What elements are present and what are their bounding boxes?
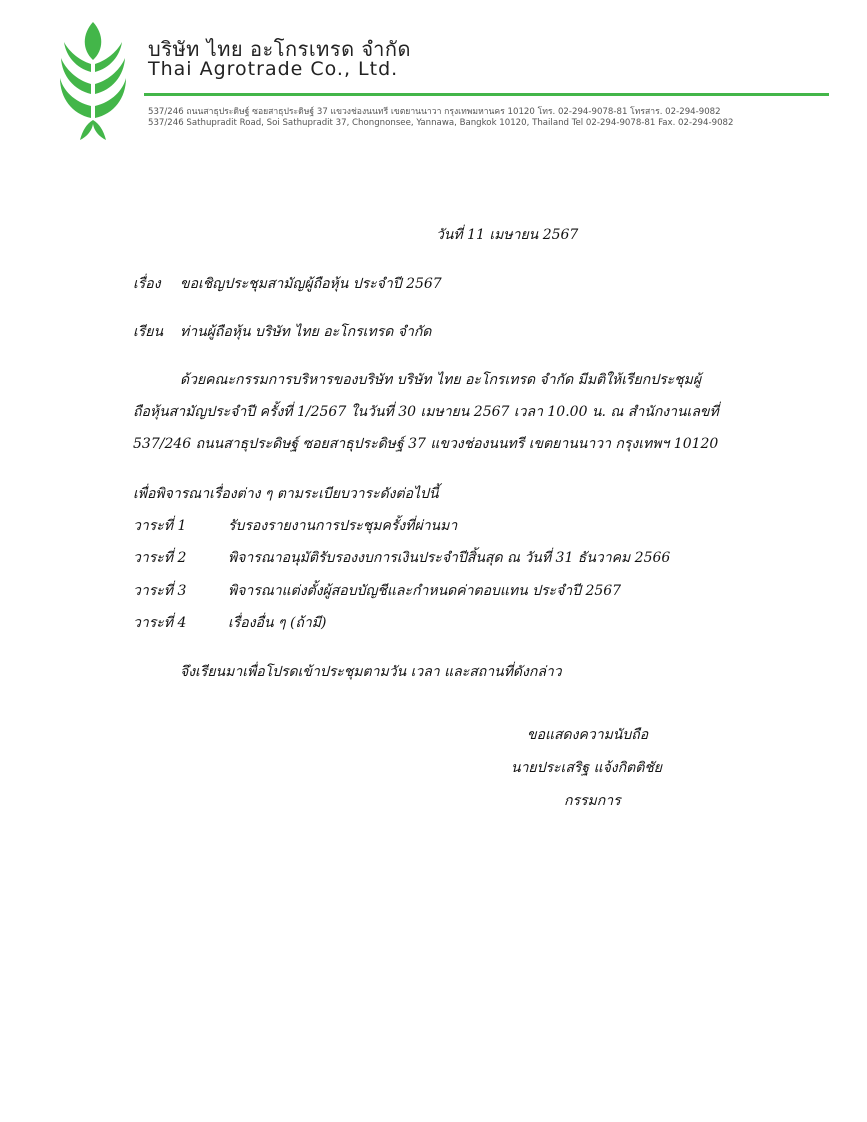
address-english: 537/246 Sathupradit Road, Soi Sathupradit 37, Chongnonsee, Yannawa, Bangkok 10120, Thailand Tel 02-294-9078-81 Fax. 02-294-9082 (148, 118, 734, 128)
header-divider (144, 93, 829, 96)
agenda-item-text: เรื่องอื่น ๆ (ถ้ามี) (228, 615, 327, 631)
agenda-number: วาระที่ 1 (133, 518, 187, 534)
agenda-intro: เพื่อพิจารณาเรื่องต่าง ๆ ตามระเบียบวาระดังต่อไปนี้ (133, 486, 439, 502)
subject-text: ขอเชิญประชุมสามัญผู้ถือหุ้น ประจำปี 2567 (180, 276, 442, 292)
agenda-item-text: พิจารณาแต่งตั้งผู้สอบบัญชีและกำหนดค่าตอบแทน ประจำปี 2567 (228, 583, 622, 599)
recipient-label: เรียน (133, 324, 164, 340)
letter-date: วันที่ 11 เมษายน 2567 (436, 227, 579, 243)
regards-text: ขอแสดงความนับถือ (527, 727, 649, 743)
body-line: 537/246 ถนนสาธุประดิษฐ์ ซอยสาธุประดิษฐ์ 37 แขวงช่องนนทรี เขตยานนาวา กรุงเทพฯ 10120 (133, 436, 719, 452)
body-line: ด้วยคณะกรรมการบริหารของบริษัท บริษัท ไทย อะโกรเทรด จำกัด มีมติให้เรียกประชุมผู้ (180, 372, 702, 388)
recipient-text: ท่านผู้ถือหุ้น บริษัท ไทย อะโกรเทรด จำกัด (180, 324, 432, 340)
subject-label: เรื่อง (133, 276, 161, 292)
signatory-name: นายประเสริฐ แจ้งกิตติชัย (511, 760, 663, 776)
agenda-item-text: พิจารณาอนุมัติรับรองงบการเงินประจำปีสิ้นสุด ณ วันที่ 31 ธันวาคม 2566 (228, 550, 671, 566)
address-thai: 537/246 ถนนสาธุประดิษฐ์ ซอยสาธุประดิษฐ์ 37 แขวงช่องนนทรี เขตยานนาวา กรุงเทพมหานคร 10120 โทร. 02-294-9078-81 โทรสาร. 02-294-9082 (148, 107, 721, 117)
company-name-thai: บริษัท ไทย อะโกรเทรด จำกัด (148, 37, 411, 61)
agenda-number: วาระที่ 3 (133, 583, 187, 599)
closing-text: จึงเรียนมาเพื่อโปรดเข้าประชุมตามวัน เวลา และสถานที่ดังกล่าว (180, 664, 562, 680)
agenda-number: วาระที่ 4 (133, 615, 187, 631)
agenda-item-text: รับรองรายงานการประชุมครั้งที่ผ่านมา (228, 518, 458, 534)
wheat-leaf-icon (60, 20, 126, 142)
body-line: ถือหุ้นสามัญประจำปี ครั้งที่ 1/2567 ในวันที่ 30 เมษายน 2567 เวลา 10.00 น. ณ สำนักงานเลขที่ (133, 404, 719, 420)
signatory-position: กรรมการ (564, 793, 621, 809)
agenda-number: วาระที่ 2 (133, 550, 187, 566)
company-name-english: Thai Agrotrade Co., Ltd. (148, 58, 399, 80)
